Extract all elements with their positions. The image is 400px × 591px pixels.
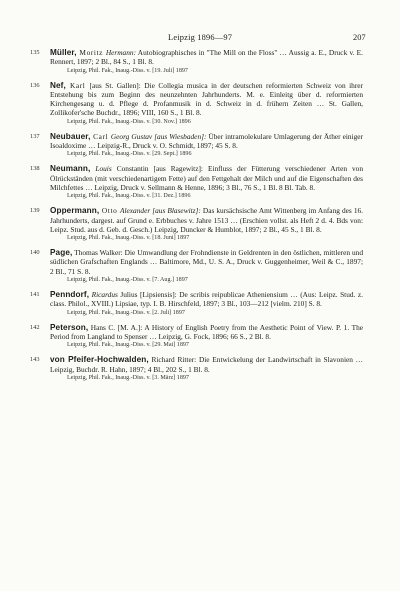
entry-author-detail: Julius [Lipsiensis]: (120, 290, 177, 300)
entry-title: Die Collegia musica in der deutschen reformierten Schweiz von ihrer Entstehung bis zum Beginn des neunzehnten Jahrhunderts. M. e. Einleitg über d. reformierten Kirchengesang u. d. Pflege d. Profanmusik in d. Schweiz in d. frühern Zeiten … St. Gallen, Zollikofer'sche Buchdr., 1896; VIII, 160 S., 1 Bl. 8. (50, 80, 363, 118)
entry-text (50, 132, 363, 151)
bibliography-entry (30, 248, 363, 284)
entry-author: Nef, (50, 80, 66, 90)
entry-given-name: Karl (65, 80, 90, 90)
entry-text (50, 248, 363, 276)
entry-text (50, 290, 363, 309)
entry-title: Einfluss der Fütterung verschiedener Arten von Ölrückständen (mit verschiedenartigem Fette) auf den Fettgehalt der Milch und auf die Eigenschaften des Milchfettes … Leipzig, Druck v. Sellmann & Henne, 1896; 3 Bl., 76 S., 1 Bl. 8 Bl. Tab. 8. (50, 164, 364, 192)
entry-number: 140 (30, 249, 40, 257)
entry-author-detail: Georg Gustav [aus Wiesbaden]: (110, 131, 207, 141)
entry-title: A History of English Poetry from the Aesthetic Point of View. P. 1. The Period from Langland to Spenser … Leipzig, G. Fock, 1896; 66 S., 2 Bl. 8. (50, 322, 364, 341)
entry-title: Autobiographisches in "The Mill on the Floss" … Aussig a. E., Druck v. E. Rennert, 1897; 2 Bl., 84 S., 1 Bl. 8. (50, 48, 363, 67)
entry-note: Leipzig, Phil. Fak., Inaug.-Diss. v. [19. Juli] 1897 (67, 67, 188, 74)
entry-number: 142 (30, 323, 40, 331)
entry-author: Penndorf, (50, 290, 90, 300)
entry-text (50, 323, 363, 342)
entry-author: Page, (50, 248, 73, 258)
entry-number: 138 (30, 165, 40, 173)
bibliography-entry (30, 80, 363, 126)
entry-number: 137 (30, 132, 40, 140)
bibliography-entry (30, 206, 364, 242)
entry-author: von Pfeifer-Hochwalden, (50, 355, 149, 365)
entry-note: Leipzig, Phil. Fak., Inaug.-Diss. v. [18. Juni] 1897 (67, 235, 190, 242)
entry-given-name: Richard Ritter: (148, 355, 197, 365)
entry-given-name: Ricardus (89, 290, 121, 300)
bibliography-entry (30, 164, 364, 200)
entry-title: Die Entwickelung der Landwirtschaft in Slavonien … Leipzig, Buchdr. R. Hahn, 1897; 4 Bl., 202 S., 1 Bl. 8. (50, 355, 363, 374)
entry-title: Die Umwandlung der Frohndienste in Geldrenten in den östlichen, mittleren und südlichen Grafschaften Englands … Baltimore, Md., U. S. A., Druck v. Guggenheimer, Weil & C., 1897; 2 Bl., 71 S. 8. (50, 248, 363, 276)
entry-number: 135 (30, 49, 40, 56)
entry-author-detail: Hermann: (105, 48, 137, 57)
bibliography-list (30, 48, 364, 388)
bibliography-entry (30, 322, 364, 350)
entry-given-name: Louis (90, 164, 117, 174)
entry-text (50, 206, 363, 234)
entry-note: Leipzig, Phil. Fak., Inaug.-Diss. v. [7. Aug.] 1897 (67, 277, 188, 284)
entry-text (50, 48, 363, 67)
bibliography-entry (30, 48, 363, 75)
entry-text (50, 164, 363, 192)
entry-title: De scribis reipublicae Atheniensium … (Aus: Leipz. Stud. z. class. Philol., XVIII.) Lipsiae, typ. I. B. Hirschfeld, 1897; 3 Bl., 103—212 [vielm. 210] S. 8. (50, 290, 363, 309)
entry-number: 139 (30, 207, 40, 215)
entry-given-name: Carl (90, 131, 111, 141)
bibliography-entry (30, 131, 364, 159)
entry-given-name: Hans C. [M. A.]: (88, 322, 143, 332)
entry-note: Leipzig, Phil. Fak., Inaug.-Diss. v. [29. Sept.] 1896 (67, 151, 192, 158)
entry-note: Leipzig, Phil. Fak., Inaug.-Diss. v. [2. Juli] 1897 (67, 309, 185, 316)
entry-author-detail: Constantin [aus Ragewitz]: (116, 164, 203, 174)
entry-author: Müller, (50, 48, 77, 57)
entry-number: 136 (30, 81, 40, 89)
entry-author: Neumann, (50, 164, 91, 174)
entry-note: Leipzig, Phil. Fak., Inaug.-Diss. v. [30. Nov.] 1896 (67, 118, 191, 125)
entry-given-name: Moritz (76, 48, 106, 57)
entry-title: Über intramolekulare Umlagerung der Äther einiger Isoaldoxime … Leipzig-R., Druck v. O. Schmidt, 1897; 45 S. 8. (50, 131, 364, 151)
entry-number: 143 (30, 356, 40, 364)
entry-text (50, 81, 363, 118)
entry-text (50, 355, 363, 374)
running-title: Leipzig 1896—97 (168, 33, 233, 42)
entry-note: Leipzig, Phil. Fak., Inaug.-Diss. v. [29. Mai] 1897 (67, 342, 189, 349)
bibliography-entry (30, 355, 363, 382)
entry-author: Neubauer, (50, 131, 91, 141)
entry-given-name: Otto (99, 206, 121, 216)
page-number: 207 (353, 33, 366, 42)
entry-title: Das kursächsische Amt Wittenberg im Anfang des 16. Jahrhunderts, dargest. auf Grund e. Erbbuches v. Jahre 1513 … (Erschien vollst. als Heft 2 d. 4. Bds von: Leipz. Stud. aus d. Geb. d. Gesch.) Leipzig, Duncker & Humblot, 1897; 2 Bl., 45 S., 1 Bl. 8. (50, 206, 364, 234)
entry-author-detail: Alexander [aus Blasewitz]: (120, 206, 201, 216)
bibliography-entry (30, 290, 363, 317)
entry-note: Leipzig, Phil. Fak., Inaug.-Diss. v. [31. Dez.] 1896 (67, 193, 191, 200)
entry-number: 141 (30, 291, 40, 299)
entry-given-name: Thomas Walker: (72, 248, 123, 258)
entry-note: Leipzig, Phil. Fak., Inaug.-Diss. v. [3. März] 1897 (67, 374, 189, 381)
entry-author: Oppermann, (50, 206, 100, 216)
entry-author: Peterson, (50, 322, 89, 332)
entry-author-detail: [aus St. Gallen]: (89, 80, 141, 90)
